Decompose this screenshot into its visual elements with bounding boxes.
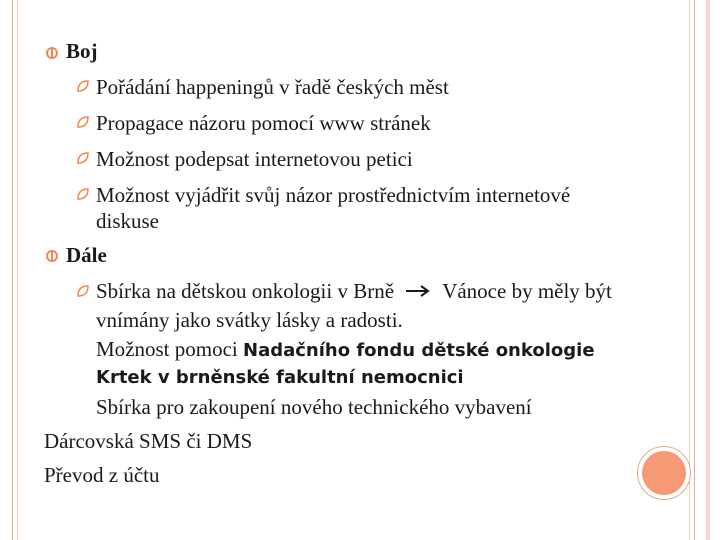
leaf-sub-bullet-icon xyxy=(76,187,90,201)
item-krtek: Krtek v brněnské fakultní nemocnici xyxy=(96,367,464,388)
item-sbirka-onkologie xyxy=(96,278,612,304)
leaf-bullet-icon xyxy=(46,250,58,262)
leaf-sub-bullet-icon xyxy=(76,284,90,298)
item-sbirka-vybaveni: Sbírka pro zakoupení nového technického vybavení xyxy=(96,395,532,419)
item-diskuse: Možnost vyjádřit svůj názor prostřednictvím internetové xyxy=(96,183,571,207)
item-moznost-pomoci xyxy=(96,336,595,364)
item-propagace: Propagace názoru pomocí www stránek xyxy=(96,111,431,135)
vanoce-text: Vánoce by měly být xyxy=(442,279,612,303)
heading-dale: Dále xyxy=(66,243,107,267)
fond-name-text: Nadačního fondu dětské onkologie xyxy=(243,340,595,361)
arrow-right-icon xyxy=(405,278,431,304)
leaf-sub-bullet-icon xyxy=(76,151,90,165)
item-petice: Možnost podepsat internetovou petici xyxy=(96,147,413,171)
moznost-pomoci-text: Možnost pomoci xyxy=(96,337,238,361)
item-happeningy: Pořádání happeningů v řadě českých měst xyxy=(96,75,449,99)
item-diskuse-cont: diskuse xyxy=(96,209,159,233)
line-prevod: Převod z účtu xyxy=(44,463,160,487)
item-vnimany: vnímány jako svátky lásky a radosti. xyxy=(96,308,403,332)
leaf-sub-bullet-icon xyxy=(76,79,90,93)
line-darcovska-sms: Dárcovská SMS či DMS xyxy=(44,429,253,453)
leaf-sub-bullet-icon xyxy=(76,115,90,129)
leaf-bullet-icon xyxy=(46,47,58,59)
heading-boj: Boj xyxy=(66,39,98,63)
sbirka-text: Sbírka na dětskou onkologii v Brně xyxy=(96,279,395,303)
